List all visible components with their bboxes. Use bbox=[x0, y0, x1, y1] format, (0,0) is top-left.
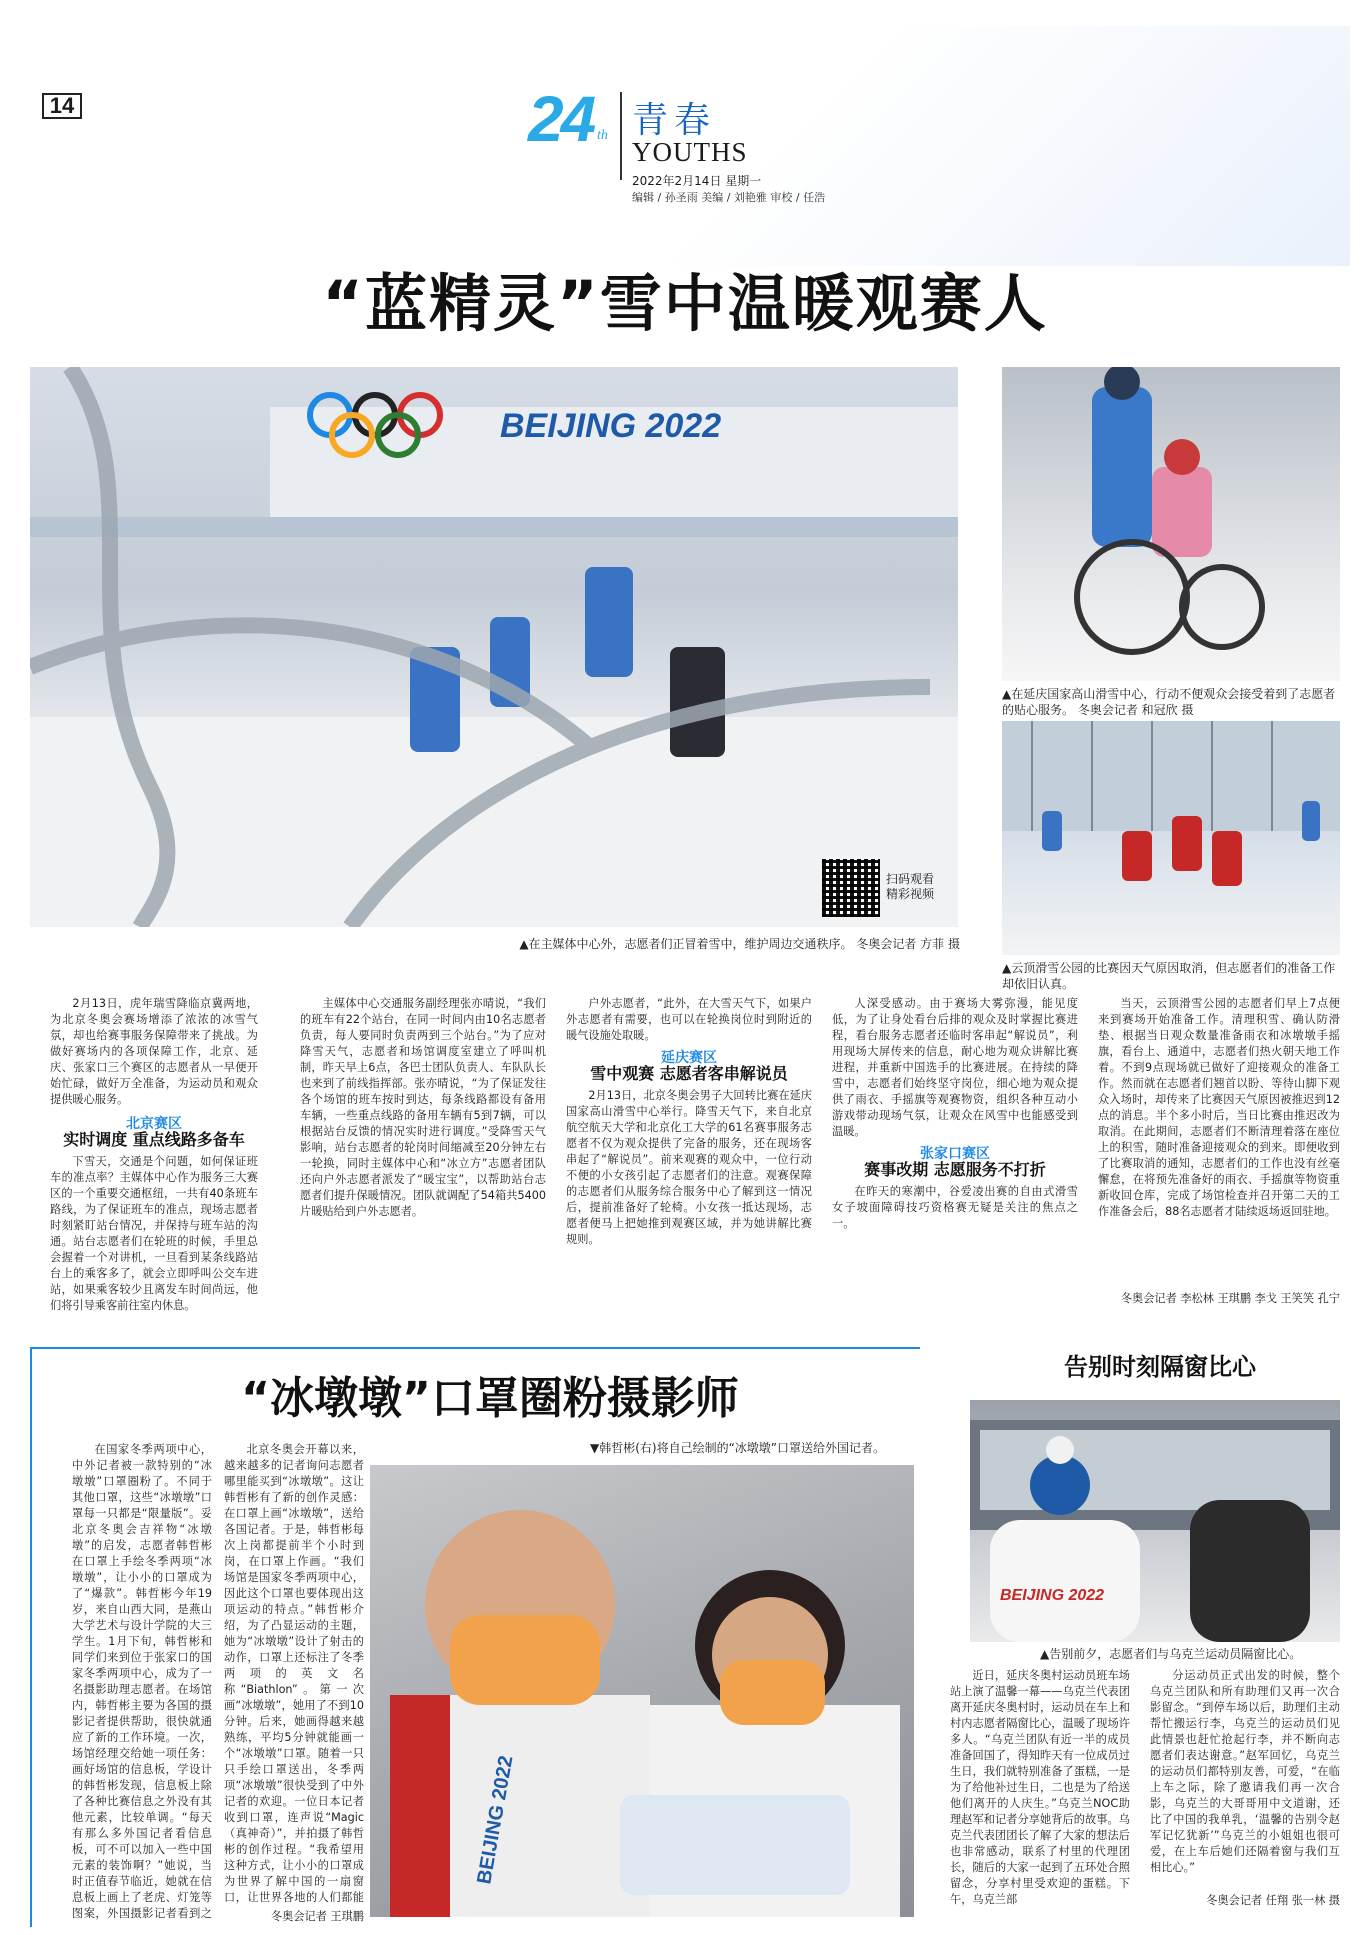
main-photo-banner-text: BEIJING 2022 bbox=[500, 407, 722, 445]
story1-column-3 bbox=[566, 996, 812, 1316]
story1-col5-para: 当天，云顶滑雪公园的志愿者们早上7点便来到赛场开始准备工作。清理积雪、确认防滑垫、根据当日观众数量准备雨衣和冰墩墩手摇旗，看台上、通道中，志愿者们热火朝天地工作着。不到9点现场就已做好了迎接观众的准备工作。然而就在志愿者们翘首以盼、等待山脚下观众入场时，却传来了比赛因天气原因被推迟到12点的消息。半个多小时后，当日比赛由推迟改为取消。在此期间，志愿者们不断清理着落在座位上的积雪，随时准备迎接观众的到来。即便收到了比赛取消的通知，志愿者们的工作也没有丝毫懈怠，在将预先准备好的雨衣、手摇旗等物资重新收回仓库，完成了场馆检查并召开第二天的工作准备会后，88名志愿者才陆续返场返回驻地。 bbox=[1098, 997, 1340, 1218]
story2-col1-para: 在国家冬季两项中心，中外记者被一款特别的“冰墩墩”口罩圈粉了。不同于其他口罩，这些“冰墩墩”口罩每一只都是“限量版”。妥北京冬奥会吉祥物“冰墩墩”的启发，志愿者韩哲彬在口罩上手绘冬季两项“冰墩墩”，让小小的口罩成为了“爆款”。韩哲彬今年19岁，来自山西大同，是燕山大学艺术与设计学院的大三学生。1月下旬，韩哲彬和同学们来到位于张家口的国家冬季两项中心，成为了一名摄影助理志愿者。在场馆内，韩哲彬主要为各国的摄影记者提供帮助，很快就通应了新的工作环境。一次，场馆经理交给她一项任务：画好场馆的信息板，学设计的韩哲彬发现，信息板上除了各种比赛信息之外没有其他元素，比较单调。“每天有那么多外国记者看信息板，可不可以加入一些中国元素的装饰啊？”她说，当时正值春节临近，她就在信息板上画上了老虎、灯笼等图案，外国摄影记者看到之 bbox=[72, 1443, 212, 1920]
subhead-beijing: 北京赛区 bbox=[126, 1116, 182, 1132]
story1-column-4 bbox=[832, 996, 1078, 1316]
story2-col2-para: 北京冬奥会开幕以来，越来越多的记者询问志愿者哪里能买到“冰墩墩”。这让韩哲彬有了新的创作灵感：在口罩上画“冰墩墩”，送给各国记者。于是，韩哲彬每次上岗都提前半个小时到岗，在口罩上作画。“我们场馆是国家冬季两项中心，因此这个口罩也要体现出这项运动的特点。”韩哲彬介绍，为了凸显运动的主题，她为“冰墩墩”设计了射击的动作，口罩上还标注了冬季两项的英文名称“Biathlon”。第一次画“冰墩墩”，她用了不到10分钟。后来，她画得越来越熟练，平均5分钟就能画一个“冰墩墩”口罩。随着一只只手绘口罩送出，冬季两项“冰墩墩”很快受到了中外记者的欢迎。一位日本记者收到口罩，连声说“Magic（真神奇）”，并拍摄了韩哲彬的创作过程。“我希望用这种方式，让小小的口罩成为世界了解中国的一扇窗口，让世界各地的人们都能 bbox=[224, 1443, 364, 1904]
story1-col1-para: 2月13日，虎年瑞雪降临京冀两地，为北京冬奥会赛场增添了浓浓的冰雪气氛，却也给赛事服务保障带来了挑战。为做好赛场内的各项保障工作，北京、延庆、张家口三个赛区的志愿者从一早便开始忙碌，做好万全准备，为运动员和观众提供暖心服务。 bbox=[50, 997, 258, 1106]
story3-col1-para: 近日，延庆冬奥村运动员班车场站上演了温馨一幕——乌克兰代表团离开延庆冬奥村时，运动员在车上和村内志愿者隔窗比心，温暖了现场许多人。“乌克兰团队有近一半的成员准备回国了，得知昨天有一位成员过生日，我们就特别准备了蛋糕，一是为了给他补过生日，二也是为了给送他们离开的人庆生。”乌克兰NOC助理赵军和记者分享她背后的故事。乌克兰代表团团长了解了大家的想法后也非常感动，联系了村里的代理团长，随后的大家一起到了五环处合照留念，分享村里受欢迎的蛋糕。下午，乌克兰部 bbox=[950, 1669, 1130, 1906]
sweeping-photo bbox=[1002, 721, 1340, 955]
story2-title: “冰墩墩”口罩圈粉摄影师 bbox=[241, 1373, 739, 1424]
qr-code[interactable] bbox=[822, 859, 880, 917]
story3-byline: 冬奥会记者 任翔 张一林 摄 bbox=[1206, 1894, 1340, 1907]
editor-credits: 编辑 / 孙圣雨 美编 / 刘艳雅 审校 / 任浩 bbox=[632, 191, 826, 204]
story3-column-2 bbox=[1150, 1668, 1340, 1890]
story1-col3a-para: 户外志愿者，“此外，在大雪天气下，如果户外志愿者有需要，也可以在轮换岗位时到附近的暖气设施处取暖。 bbox=[566, 997, 812, 1042]
main-photo-caption: ▲在主媒体中心外，志愿者们正冒着雪中，维护周边交通秩序。 冬奥会记者 方菲 摄 bbox=[519, 937, 960, 951]
story1-col2-para: 主媒体中心交通服务副经理张亦晴说，“我们的班车有22个站台，在同一时间内由10名志愿者负责，每人要同时负责两到三个站台。”为了应对降雪天气，志愿者和场馆调度室建立了呼叫机制，昨天早上6点，各巴士团队负责人、车队队长也来到了前线指挥部。张亦晴说，“为了保证发往各个场馆的班车按时到达，每条线路都设有备用车辆，一些重点线路的备用车辆有5到7辆，可以根据站台反馈的情况实时进行调度。”受降雪天气影响，站台志愿者的轮岗时间缩减至20分钟左右一轮换，同时主媒体中心和“冰立方”志愿者团队还向户外志愿者派发了“暖宝宝”，以帮助站台志愿者们提升保暖情况。团队就调配了54箱共5400片暖贴给到户外志愿者。 bbox=[300, 997, 546, 1218]
story1-col1b-para: 下雪天，交通是个问题，如何保证班车的准点率？主媒体中心作为服务三大赛区的一个重要交通枢纽，一共有40条班车路线，为了保证班车的准点，现场志愿者时刻紧盯站台情况，并保持与班车站的沟通。站台志愿者们在轮班的时候，手里总会握着一个对讲机，一旦看到某条线路站台上的乘客多了，就会立即呼叫公交车进站，如果乘客较少且离发车时间尚远，他们将引导乘客前往室内休息。 bbox=[50, 1155, 258, 1312]
story2-column-1 bbox=[72, 1442, 212, 1922]
story1-column-2 bbox=[300, 996, 546, 1316]
main-photo-illustration bbox=[30, 367, 958, 927]
story3-title: 告别时刻隔窗比心 bbox=[1064, 1353, 1256, 1381]
mask-photo bbox=[370, 1465, 914, 1917]
story3-col2-para: 分运动员正式出发的时候，整个乌克兰团队和所有助理们又再一次合影留念。“到停车场以后，助理们主动帮忙搬运行李，乌克兰的运动员们见此情景也赶忙抢起行李，并不断向志愿者们表达谢意。”赵军回忆，乌克兰的运动员们都特别友善，可爱，“在临上车之际，除了邀请我们再一次合影，乌克兰的大哥哥用中文道谢，还比了中国的我单乳，‘温馨的告别令赵军记忆犹新’”乌克兰的小姐姐也很可爱，在上车后她们还隔着窗与我们互相比心。” bbox=[1150, 1669, 1340, 1874]
section-title-en: YOUTHS bbox=[632, 137, 748, 167]
subhead-yanqing: 延庆赛区 bbox=[661, 1050, 717, 1066]
qr-label-line1: 扫码观看 bbox=[886, 872, 935, 886]
story1-col3b-para: 2月13日，北京冬奥会男子大回转比赛在延庆国家高山滑雪中心举行。降雪天气下，来自北京航空航天大学和北京化工大学的61名赛事服务志愿者不仅为观众提供了完备的服务，还在现场客串起了“解说员”。前来观赛的观众中，一位行动不便的小女孩引起了志愿者们的注意。观赛保障的志愿者们从服务综合服务中心了解到这一情况后，提前准备好了轮椅。小女孩一抵达现场，志愿者便马上把她推到观赛区域，并为她讲解比赛规则。 bbox=[566, 1089, 812, 1246]
page-number: 14 bbox=[42, 93, 82, 119]
section-divider bbox=[620, 92, 622, 180]
story2-photo-caption: ▼韩哲彬(右)将自己绘制的“冰墩墩”口罩送给外国记者。 bbox=[590, 1441, 886, 1455]
story3-photo-caption: ▲告别前夕，志愿者们与乌克兰运动员隔窗比心。 bbox=[1040, 1647, 1302, 1661]
qr-label bbox=[886, 872, 934, 902]
issue-date: 2022年2月14日 星期一 bbox=[632, 174, 762, 188]
story1-col4b-para: 在昨天的寒潮中，谷爱凌出赛的自由式滑雪女子坡面障碍技巧资格赛无疑是关注的焦点之一。 bbox=[832, 1185, 1078, 1230]
main-photo bbox=[30, 367, 958, 927]
story2-byline: 冬奥会记者 王琪鹏 bbox=[270, 1910, 364, 1923]
story1-col4-para: 人深受感动。由于赛场大雾弥漫，能见度低，为了让身处看台后排的观众及时掌握比赛进程，看台服务志愿者还临时客串起“解说员”，利用现场大屏传来的信息，耐心地为观众讲解比赛进程，并重新中国选手的比赛进展。在持续的降雪中，志愿者们始终坚守岗位，细心地为观众提供了雨衣、手摇旗等观赛物资，组织各种互动小游戏带动现场气氛，让观众在风雪中也能感受到温暖。 bbox=[832, 997, 1078, 1138]
story1-column-5 bbox=[1098, 996, 1340, 1286]
section-logo-number: 24 bbox=[528, 83, 594, 155]
section-logo-suffix: th bbox=[597, 128, 608, 143]
subhead-yanqing-title: 雪中观赛 志愿者客串解说员 bbox=[590, 1064, 788, 1083]
qr-label-line2: 精彩视频 bbox=[886, 887, 935, 901]
subhead-zhangjiakou-title: 赛事改期 志愿服务不打折 bbox=[864, 1160, 1046, 1179]
wheelchair-photo bbox=[1002, 367, 1340, 681]
story2-column-2 bbox=[224, 1442, 364, 1907]
story3-column-1 bbox=[950, 1668, 1130, 1923]
story1-column-1 bbox=[50, 996, 258, 1316]
subhead-beijing-title: 实时调度 重点线路多备车 bbox=[63, 1130, 245, 1149]
section-title-cn: 青春 bbox=[632, 100, 717, 141]
story1-byline: 冬奥会记者 李松林 王琪鹏 李戈 王笑笑 孔宁 bbox=[1120, 1292, 1340, 1305]
mask-photo-banner-text: BEIJING 2022 bbox=[473, 1753, 518, 1886]
sweeping-photo-caption: ▲云顶滑雪公园的比赛因天气原因取消，但志愿者们的准备工作却依旧认真。 bbox=[1002, 961, 1336, 991]
bus-photo-banner-text: BEIJING 2022 bbox=[1000, 1587, 1105, 1604]
subhead-zhangjiakou: 张家口赛区 bbox=[920, 1146, 990, 1162]
story1-title: “蓝精灵”雪中温暖观赛人 bbox=[322, 267, 1048, 340]
wheelchair-photo-caption: ▲在延庆国家高山滑雪中心，行动不便观众会接受着到了志愿者的贴心服务。 冬奥会记者 和冠欣 摄 bbox=[1002, 687, 1336, 717]
bus-photo bbox=[970, 1400, 1340, 1642]
